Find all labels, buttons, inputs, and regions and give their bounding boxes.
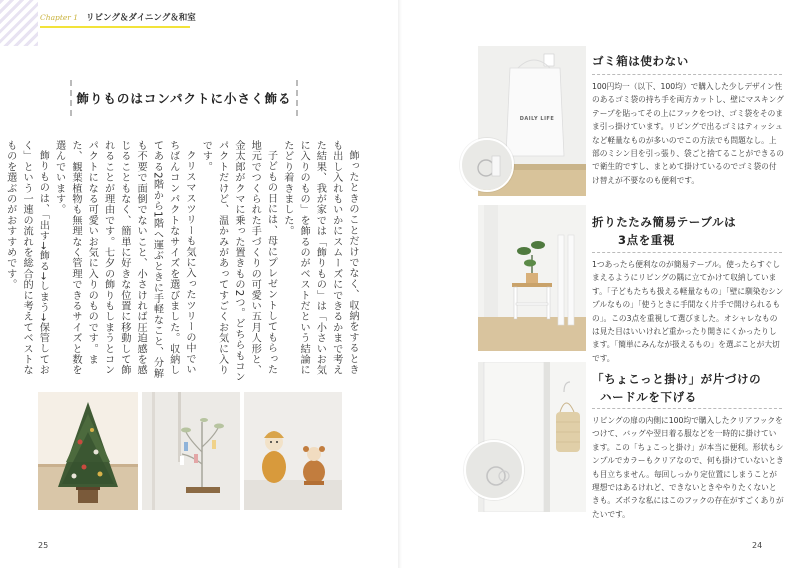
photo-christmas-tree xyxy=(38,392,138,510)
photo-childrens-day-figures xyxy=(244,392,342,510)
paragraph: クリスマスツリーも気に入ったツリーの中でいちばんコンパクトなサイズを選びました。収納してある2階から1階へ運ぶときに手軽なこと、分解も不要で面倒でないこと、小さければ圧迫感を感じることもなく、簡単に好きな位置に移動して飾れることが理由です。七夕の飾りもしまうとコンパクトになる可愛いお気に入りのものです。また、観葉植物も無理なく管理できるサイズと数を選んでいます。 xyxy=(53,140,196,379)
body-text-vertical xyxy=(4,140,360,384)
page-number: 24 xyxy=(752,541,763,550)
right-page xyxy=(400,0,800,568)
section-heading-text: 飾りものはコンパクトに小さく飾る xyxy=(76,91,292,106)
detail-circle-clear-hook xyxy=(464,440,524,500)
paragraph: 飾りものは、「出す→飾る→しまう→保管しておく」という一連の流れを総合的に考えてベストなものを選ぶのがおすすめです。 xyxy=(4,140,49,376)
item-title-garbage: ゴミ箱は使わない xyxy=(592,54,689,68)
item-body-garbage: 100円均一（以下、100均）で購入した少しデザイン性のあるゴミ袋の持ち手を両方カットし、壁にマスキングテープを貼ってその上にフックをつけ、ゴミ袋をそのまま引っ掛けています。リビングで出るゴミはティッシュなど軽量なものが多いのでこの方法でも問題なし。上部のミシン目を引っ張り、袋ごと捨てることができるので衛生的ですし、まとめて掛けているのでゴミ袋の付け替えが不要なのも便利です。 xyxy=(592,82,784,185)
bag-print: DAILY LIFE xyxy=(519,116,555,122)
decorative-stripes xyxy=(0,0,38,46)
paragraph: 子どもの日には、母にプレゼントしてもらった地元でつくられた手づくりの可愛い五月人形と、金太郎がクマに乗った置きもの2つ。どちらもコンパクトだけど、温かみがあってすごくお気に入りです。 xyxy=(200,140,277,383)
item-body-hook: リビングの扉の内側に100均で購入したクリアフックをつけて、バッグや翌日着る服などを一時的に掛けています。この「ちょこっと掛け」が本当に便利。形状もシンプルでカラーもクリアなので、何も掛けていないときも目立ちません。毎回しっかり定位置にしまうことが理想ではあるけれど、できないときややりたくないときも。ズボラな私にはこのフックの存在がすごくありがたいです。 xyxy=(592,416,784,519)
chapter-title: リビング＆ダイニング＆和室 xyxy=(86,13,196,23)
chapter-number: Chapter 1 xyxy=(40,12,79,22)
page-number: 25 xyxy=(38,541,49,550)
book-gutter xyxy=(398,0,402,568)
detail-circle-hook xyxy=(460,138,514,192)
section-heading xyxy=(70,80,298,116)
paragraph: 飾ったときのことだけでなく、収納をするときも出し入れもいかにスムーズにできるかまで考えた結果、我が家では「飾りもの」は「小さいお気に入りのもの」を飾るのがベストだという結論にたどり着きました。 xyxy=(281,140,358,376)
photo-folding-table xyxy=(478,205,586,351)
photo-tanabata-decoration xyxy=(142,392,240,510)
item-body-table: 1つあったら便利なのが簡易テーブル。使ったらすぐしまえるようにリビングの隅に立てかけて収納しています。「子どもたちも扱える軽量なもの」「壁に馴染むシンプルなもの」「使うときに手間なく片手で開けられるもの」。この3点を重視して選びました。オシャレなものは見た目はいいけれど重かったり開きにくかったりします。「簡単にみんなが扱えるもの」を選ぶことが大切です。 xyxy=(592,260,784,363)
item-title-hook: 「ちょこっと掛け」が片づけの ハードルを下げる xyxy=(592,372,762,404)
chapter-header xyxy=(40,11,196,23)
item-title-table: 折りたたみ簡易テーブルは 3点を重視 xyxy=(592,215,737,247)
chapter-underline xyxy=(40,26,190,28)
